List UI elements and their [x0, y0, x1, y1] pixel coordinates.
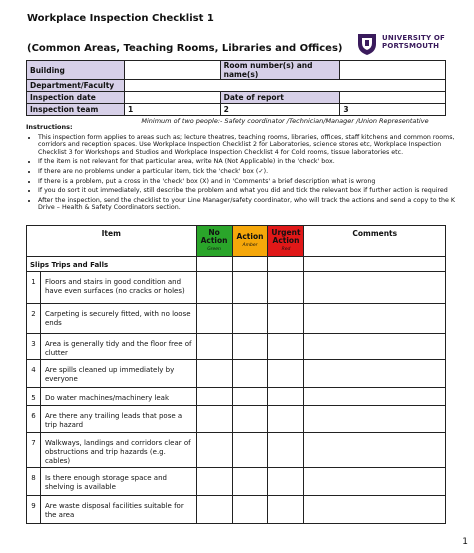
comments-cell[interactable] — [304, 468, 446, 496]
row-number: 5 — [27, 388, 41, 406]
action-cell[interactable] — [232, 360, 268, 388]
comments-cell[interactable] — [304, 272, 446, 304]
department-label: Department/Faculty — [27, 80, 125, 92]
checklist-table — [26, 225, 446, 524]
comments-cell[interactable] — [304, 334, 446, 360]
urgent-cell[interactable] — [268, 334, 304, 360]
header-urgent-sub: Red — [281, 246, 291, 252]
table-row — [27, 433, 446, 468]
no-action-cell[interactable] — [196, 496, 232, 524]
action-cell[interactable] — [232, 468, 268, 496]
row-number: 4 — [27, 360, 41, 388]
no-action-cell[interactable] — [196, 360, 232, 388]
urgent-cell[interactable] — [268, 468, 304, 496]
document-subtitle: (Common Areas, Teaching Rooms, Libraries and Offices) — [27, 43, 343, 54]
university-logo — [356, 32, 456, 58]
building-field[interactable] — [124, 61, 220, 80]
table-row — [27, 496, 446, 524]
no-action-cell[interactable] — [196, 304, 232, 334]
no-action-cell[interactable] — [196, 433, 232, 468]
row-item: Carpeting is securely fitted, with no loose ends — [40, 304, 196, 334]
team-note: Minimum of two people:- Safety coordinator /Technician/Manager /Union Representative — [141, 116, 429, 125]
document-title: Workplace Inspection Checklist 1 — [27, 13, 214, 24]
team-member-1[interactable]: 1 — [124, 104, 220, 116]
inspection-date-label: Inspection date — [27, 92, 125, 104]
row-item: Floors and stairs in good condition and have even surfaces (no cracks or holes) — [40, 272, 196, 304]
urgent-cell[interactable] — [268, 272, 304, 304]
action-cell[interactable] — [232, 272, 268, 304]
action-cell[interactable] — [232, 496, 268, 524]
report-date-field[interactable] — [340, 92, 446, 104]
row-item: Is there enough storage space and shelving is available — [40, 468, 196, 496]
row-number: 9 — [27, 496, 41, 524]
table-row — [27, 468, 446, 496]
instruction-item: • If you do sort it out immediately, still describe the problem and what you did and tick the relevant box if further action is required — [38, 187, 456, 195]
info-table — [26, 60, 446, 125]
page-number: 1 — [462, 537, 468, 547]
crest-icon — [356, 32, 378, 56]
header-action — [232, 226, 268, 257]
no-action-cell[interactable] — [196, 272, 232, 304]
inspection-team-label: Inspection team — [27, 104, 125, 116]
table-row — [27, 406, 446, 433]
instruction-item: • After the inspection, send the checklist to your Line Manager/safety coordinator, who will track the actions and send a copy to the K Drive – Health & Safety Coordinators section. — [38, 197, 456, 212]
instruction-item: • If there is a problem, put a cross in the 'check' box (X) and in 'Comments' a brief description what is wrong — [38, 178, 456, 186]
action-cell[interactable] — [232, 433, 268, 468]
inspection-date-field[interactable] — [124, 92, 220, 104]
instructions — [26, 124, 456, 214]
row-number: 1 — [27, 272, 41, 304]
urgent-cell[interactable] — [268, 388, 304, 406]
action-cell[interactable] — [232, 406, 268, 433]
comments-cell[interactable] — [304, 388, 446, 406]
no-action-cell[interactable] — [196, 388, 232, 406]
table-row — [27, 388, 446, 406]
header-no-action-sub: Green — [207, 246, 221, 252]
instruction-item: • If there are no problems under a particular item, tick the 'check' box (✓). — [38, 168, 456, 176]
instructions-heading: Instructions: — [26, 123, 73, 131]
row-item: Are there any trailing leads that pose a trip hazard — [40, 406, 196, 433]
urgent-cell[interactable] — [268, 360, 304, 388]
room-label: Room number(s) and name(s) — [220, 61, 340, 80]
comments-cell[interactable] — [304, 360, 446, 388]
no-action-cell[interactable] — [196, 406, 232, 433]
header-action-label: Action — [236, 231, 264, 241]
urgent-cell[interactable] — [268, 496, 304, 524]
header-urgent-label: Urgent Action — [271, 227, 301, 245]
row-item: Are waste disposal facilities suitable for the area — [40, 496, 196, 524]
comments-cell[interactable] — [304, 433, 446, 468]
header-comments: Comments — [304, 226, 446, 257]
logo-line1: UNIVERSITY OF — [382, 34, 445, 42]
comments-cell[interactable] — [304, 496, 446, 524]
row-item: Area is generally tidy and the floor free of clutter — [40, 334, 196, 360]
department-field[interactable] — [124, 80, 445, 92]
header-no-action — [196, 226, 232, 257]
instruction-item: • This inspection form applies to areas such as; lecture theatres, teaching rooms, libraries, offices, staff kitchens and common rooms, corridors and reception spaces. Use Workplace Inspection Checklist 2 for Laboratories, science stores etc, Workplace Inspection Checklist 3 for Workshops and Studios and Workplace Inspection Checklist 4 for Cold rooms, tissue laboratories etc. — [38, 134, 456, 157]
room-field[interactable] — [340, 61, 446, 80]
row-number: 2 — [27, 304, 41, 334]
comments-cell[interactable] — [304, 406, 446, 433]
header-item: Item — [27, 226, 197, 257]
table-row — [27, 304, 446, 334]
action-cell[interactable] — [232, 388, 268, 406]
header-action-sub: Amber — [242, 242, 258, 248]
table-row — [27, 360, 446, 388]
building-label: Building — [27, 61, 125, 80]
table-row — [27, 334, 446, 360]
row-item: Are spills cleaned up immediately by everyone — [40, 360, 196, 388]
row-item: Walkways, landings and corridors clear of obstructions and trip hazards (e.g. cables) — [40, 433, 196, 468]
logo-line2: PORTSMOUTH — [382, 42, 440, 50]
row-number: 8 — [27, 468, 41, 496]
row-number: 3 — [27, 334, 41, 360]
row-number: 6 — [27, 406, 41, 433]
urgent-cell[interactable] — [268, 406, 304, 433]
no-action-cell[interactable] — [196, 334, 232, 360]
row-number: 7 — [27, 433, 41, 468]
action-cell[interactable] — [232, 304, 268, 334]
section-title: Slips Trips and Falls — [27, 257, 197, 272]
instruction-item: • If the item is not relevant for that particular area, write NA (Not Applicable) in the 'check' box. — [38, 158, 456, 166]
table-row — [27, 272, 446, 304]
team-member-3[interactable]: 3 — [340, 104, 446, 116]
no-action-cell[interactable] — [196, 468, 232, 496]
team-member-2[interactable]: 2 — [220, 104, 340, 116]
comments-cell[interactable] — [304, 304, 446, 334]
urgent-cell[interactable] — [268, 433, 304, 468]
row-item: Do water machines/machinery leak — [40, 388, 196, 406]
urgent-cell[interactable] — [268, 304, 304, 334]
header-urgent — [268, 226, 304, 257]
report-date-label: Date of report — [220, 92, 340, 104]
action-cell[interactable] — [232, 334, 268, 360]
header-no-action-label: No Action — [200, 227, 228, 245]
